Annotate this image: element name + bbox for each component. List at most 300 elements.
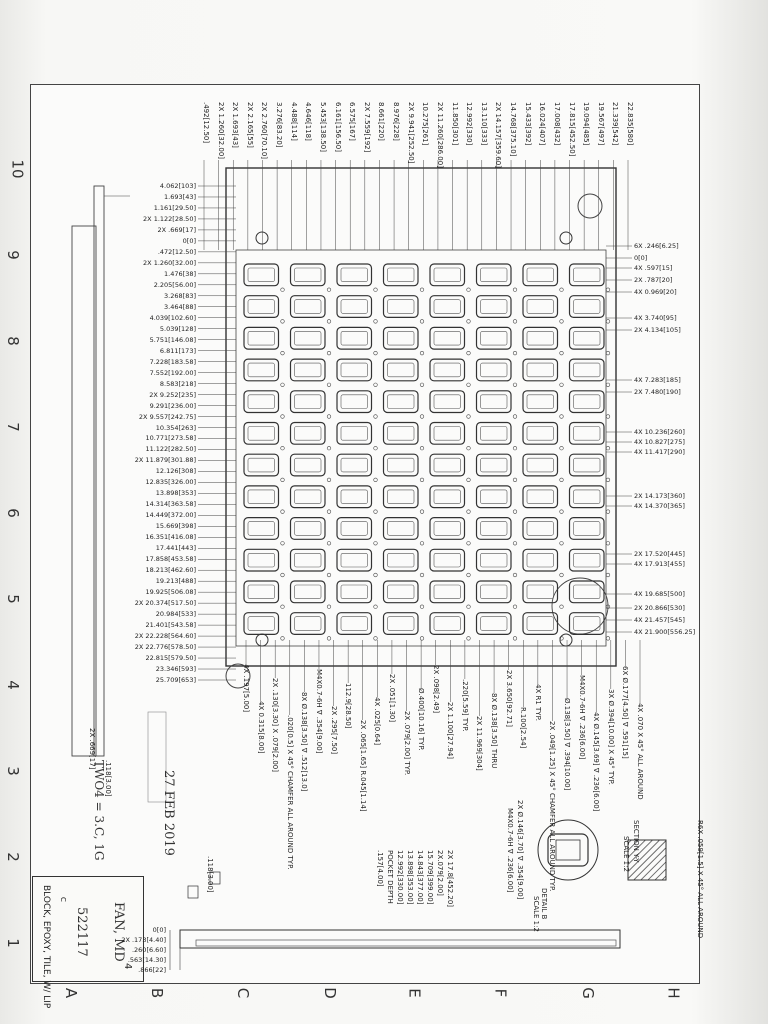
tile-inner [434,585,461,599]
tile-inner [434,617,461,631]
side-view-dimension: .563[14.30] [127,956,166,964]
left-dimension-label: 0[0] [182,236,196,245]
tile-inner [527,268,554,282]
tile-inner [574,300,601,314]
tile-inner [527,331,554,345]
tile-pin [281,383,285,387]
right-dimension-label: 4X 7.283[185] [634,376,681,384]
tile-inner [295,553,322,567]
tile-inner [248,363,275,377]
tile-pin [467,478,471,482]
tile-pin [374,351,378,355]
tile [291,581,326,603]
left-dimension-label: 5.751[146.08] [149,335,196,344]
right-dimension-label: 4X 21.900[556.25] [634,628,696,636]
tile-pin [560,478,564,482]
mount-hole [256,232,268,244]
tile-inner [434,300,461,314]
left-dimension-label: 6.811[173] [159,346,196,355]
tile-inner [388,522,415,536]
side-view-pocket-dimension: 12.992[330.00] [396,850,404,905]
left-dimension-label: 2X 1.260[32.00] [143,258,196,267]
tile-pin [327,605,331,609]
right-dimension-label: 2X 17.520[445] [634,550,685,558]
right-dimension-label: 4X 17.913[455] [634,560,685,568]
bottom-callout-label: 112.9[28.50] [344,683,353,729]
tile-pin [327,320,331,324]
bottom-callout-label: 2X .130[3.30] X .079[2.00] [271,678,280,772]
tile [337,264,372,286]
left-dimension-label: 1.476[38] [164,269,196,278]
tile-inner [527,522,554,536]
top-dimension-label: 16.024[407] [538,102,547,146]
top-dimension-label: 2X 1.693[43] [231,102,240,148]
tile-pin [513,573,517,577]
tile [523,549,558,571]
tile-inner [481,268,508,282]
tile [337,327,372,349]
tile-pin [513,605,517,609]
right-dimension-label: 0[0] [634,254,648,262]
top-dimension-label: 2X 11.260[286.00] [435,102,444,168]
top-dimension-label: 21.339[542] [611,102,620,146]
tile-pin [606,510,610,514]
tile-inner [341,522,368,536]
left-dimension-label: 17.441[443] [155,544,196,553]
tile-inner [295,300,322,314]
tile-pin [467,637,471,641]
tile-pin [374,542,378,546]
tile-inner [388,553,415,567]
section-title: SECTION Y-Y [632,820,640,863]
right-dimension-label: 4X 19.685[500] [634,590,685,598]
tile [430,296,465,318]
tile [244,296,279,318]
tile-pin [327,446,331,450]
tile-pin [513,637,517,641]
right-dimension-label: 2X .787[20] [634,276,673,284]
tile [337,613,372,635]
tile [244,359,279,381]
left-dimension-label: 14.449[372.00] [145,511,196,520]
tile-pin [606,542,610,546]
left-dimension-label: 19.925[506.08] [145,588,196,597]
tile [570,454,605,476]
tile [477,549,512,571]
tile-pin [327,415,331,419]
side-view-dimension: 2X .173[4.40] [121,936,166,944]
tile-inner [295,490,322,504]
tile [291,549,326,571]
top-dimension-label: 2X 1.260[32.00] [216,102,225,160]
top-dimension-label: 8.976[228] [392,102,401,141]
detail-callout-1: 2X Ø.146[3.70] ∇ .354[9.00] [516,800,524,900]
detail-circle [552,578,608,634]
tile-pin [560,446,564,450]
tile-pin [327,510,331,514]
tile [570,359,605,381]
tile [430,327,465,349]
top-dimension-label: 4.646[118] [304,102,313,141]
tile-pin [374,288,378,292]
left-dimension-label: 2X .669[17] [157,225,196,234]
tile-pin [420,446,424,450]
tile [337,486,372,508]
tile [384,518,419,540]
tile-pin [606,415,610,419]
tile-pin [374,478,378,482]
bottom-callout-label: 2X .098[2.49] [431,665,440,714]
bottom-callout-label: 8X Ø.138[3.50] ∇ .512[13.0] [300,692,309,792]
tile-pin [513,542,517,546]
right-dimension-label: 6X .246[6.25] [634,242,679,250]
left-dimension-label: 12.835[326.00] [145,478,196,487]
tile [477,359,512,381]
left-dimension-label: 18.213[462.60] [145,566,196,575]
tile [244,486,279,508]
right-dimension-label: 4X 10.827[275] [634,438,685,446]
tile-pin [327,542,331,546]
tile-inner [248,553,275,567]
left-dimension-label: 5.039[128] [159,324,196,333]
tile-inner [388,490,415,504]
tile [384,613,419,635]
zone-letter: C [234,987,253,999]
tile-inner [481,300,508,314]
tile [523,264,558,286]
left-dimension-label: 12.126[308] [155,467,196,476]
tile [291,359,326,381]
side-view-dimension: .260[6.60] [131,946,166,954]
tile-pin [513,383,517,387]
zone-number: 5 [3,594,22,604]
tile-pin [560,351,564,355]
tile-pin [420,320,424,324]
tile [477,327,512,349]
side-view-pocket-dimension: 2X.079[2.00] [436,850,444,896]
tile-pin [281,573,285,577]
tile [291,454,326,476]
right-dimension-label: 4X 10.236[260] [634,428,685,436]
bottom-callout-label: 4X .070 X 45° ALL AROUND [636,703,644,800]
tile [337,549,372,571]
tile [244,423,279,445]
left-dimension-label: 3.464[88] [164,302,196,311]
tile-pin [281,320,285,324]
left-dimension-label: 2X 11.879[301.88] [134,456,196,465]
tile-pin [606,288,610,292]
tile-pin [374,573,378,577]
tile-pin [327,478,331,482]
left-dimension-label: 4.062[103] [159,182,196,190]
top-dimension-label: 19.094[485] [582,102,591,146]
tile-pin [467,605,471,609]
tile-pin [374,446,378,450]
bottom-callout-label: Ø.400[10.16] TYP. [417,688,426,751]
left-dimension-label: .472[12.50] [157,247,196,256]
tile [291,423,326,445]
tile-pin [281,542,285,546]
tile [570,549,605,571]
zone-letter: H [664,987,683,999]
tile-pin [327,573,331,577]
top-dimension-label: 8.661[220] [377,102,386,141]
bottom-callout-label: 3X Ø.394[10.00] X 45° TYP. [606,689,615,785]
tile [244,613,279,635]
tile-inner [434,553,461,567]
bottom-callout-label: 2X 3.650[92.71] [504,670,513,728]
left-dimension-label: 10.354[263] [155,423,196,432]
tile-inner [248,395,275,409]
tile [570,391,605,413]
bottom-callout-label: 2X 1.100[27.94] [446,702,455,760]
handwritten-note: TWO4 = 3.C, 1G [92,760,106,861]
top-dimension-label: 13.110[333] [479,102,488,146]
tile-inner [481,585,508,599]
tile [291,613,326,635]
tile-inner [341,427,368,441]
tile [384,486,419,508]
bottom-callout-label: R.100[2.54] [519,707,528,749]
right-dimension-label: 2X 14.173[360] [634,492,685,500]
tile-pin [606,573,610,577]
tile-inner [574,490,601,504]
left-dimension-label: 3.268[83] [164,291,196,300]
top-dimension-label: 10.275[261] [421,102,430,146]
right-dimension-label: 4X .597[15] [634,264,673,272]
bottom-callout-label: 2X .051[1.30] [387,674,396,723]
right-dimension-label: 4X 21.457[545] [634,616,685,624]
top-dimension-label: .492[12.50] [202,102,210,144]
top-dimension-label: 2X 7.559[192] [362,102,371,153]
right-leader-lines [606,246,632,632]
tile-pin [281,351,285,355]
bottom-callout-label: 4X Ø.145[3.69] ∇ .236[6.00] [592,712,601,812]
tile-pin [327,637,331,641]
tile-pin [327,351,331,355]
bottom-callout-label: M4X0.7-6H ∇ .236[6.00] [577,675,586,760]
tile-inner [295,395,322,409]
tile-inner [295,363,322,377]
left-leader-lines [198,186,236,680]
tile-pin [327,288,331,292]
tile [291,391,326,413]
tile-pin [281,446,285,450]
zone-letter: A [62,987,81,999]
bottom-callout-label: 4X 0.315[8.00] [256,701,265,754]
tile [430,359,465,381]
tile-inner [527,395,554,409]
tile [477,518,512,540]
tile [523,518,558,540]
tile [384,264,419,286]
tile [430,264,465,286]
tile-inner [248,522,275,536]
zone-number: 9 [3,250,22,260]
tile-pin [560,542,564,546]
left-dimension-label: 2.205[56.00] [153,280,196,289]
tile-inner [341,617,368,631]
top-dimension-label: 2X 9.941[252.50] [406,102,415,164]
tile-inner [574,331,601,345]
tile-inner [527,427,554,441]
tile [570,581,605,603]
tile-inner [574,458,601,472]
tile-pin [374,637,378,641]
zone-number: 8 [3,336,22,346]
strip-dim-1: 2X .669[17] [88,728,96,770]
tile-inner [481,363,508,377]
tile-pin [467,415,471,419]
drawing-number: 522117 [74,907,89,957]
tile-pin [513,288,517,292]
revision: 4 [122,963,133,970]
tile-pin [606,478,610,482]
bottom-callout-label: 4X R1 TYP. [533,684,542,721]
tile-inner [574,553,601,567]
tile-inner [248,300,275,314]
tile-pin [513,510,517,514]
tile-inner [574,585,601,599]
detail-b [538,820,598,880]
tile-pin [513,478,517,482]
left-dimension-label: 7.228[183.58] [149,357,196,366]
tile-pin [467,573,471,577]
tile-inner [388,331,415,345]
left-dimension-label: 23.346[593] [155,665,196,674]
tile-pin [420,351,424,355]
bottom-callout-label: 2X .065[1.65] R.045[1.14] [358,720,367,812]
tile [523,454,558,476]
tile-inner [248,490,275,504]
tile [384,359,419,381]
left-dimension-label: 2X 22.776[578.50] [134,643,196,652]
side-view-pocket-dimension: 2X 17.8[452.20] [446,850,454,908]
top-dimension-label: 2X 2.760[70.10] [260,102,269,160]
tile [570,486,605,508]
left-dimension-label: 2X 9.252[235] [149,390,196,399]
zone-number: 1 [3,938,22,948]
left-dimension-label: 2X 22.228[564.60] [134,632,196,641]
tile-inner [341,331,368,345]
tile-inner [341,585,368,599]
tile [244,549,279,571]
tile-pin [374,510,378,514]
tile [244,327,279,349]
mount-hole [256,634,268,646]
tile-inner [341,395,368,409]
tile [337,296,372,318]
mount-hole [560,232,572,244]
zone-number: 3 [3,766,22,776]
tile [384,391,419,413]
tile-pin [374,383,378,387]
detail-title: DETAIL B [540,888,548,920]
tile-inner [341,553,368,567]
tile-grid [244,264,610,640]
side-view-top-dimension: .118[3.00] [206,856,214,893]
tile-pin [606,383,610,387]
right-dimension-label: 4X 3.740[95] [634,314,677,322]
tile [430,391,465,413]
tile-inner [248,458,275,472]
tile-pin [606,637,610,641]
bottom-callout-label: 4X .025[0.64] [373,697,382,746]
tile-pin [467,288,471,292]
left-dimension-label: 2X 20.374[517.50] [134,599,196,608]
tile-inner [434,268,461,282]
left-dimension-label: 14.314[363.58] [145,500,196,509]
tile-inner [481,395,508,409]
tile-pin [420,510,424,514]
tile-inner [388,427,415,441]
side-view-pocket-dimension: 14.843[377.00] [416,850,424,905]
tile [477,264,512,286]
tile-inner [248,427,275,441]
tile [384,327,419,349]
tile [570,264,605,286]
zone-letter: B [148,987,167,999]
zone-letter: D [320,987,339,999]
tile [337,423,372,445]
side-strip [72,226,96,756]
tile-pin [281,478,285,482]
bottom-callout-label: 2X 11.969[304] [475,716,484,771]
tile-inner [574,395,601,409]
tile [244,581,279,603]
tile-pin [513,446,517,450]
tile-inner [481,490,508,504]
tile-pin [281,605,285,609]
left-dimension-label: 15.669[398] [155,522,196,531]
left-dimension-label: 25.709[653] [155,676,196,684]
tile-inner [434,395,461,409]
side-view-pocket-dimension: POCKET DEPTH [386,850,394,904]
tile-pin [560,320,564,324]
tile-pin [374,605,378,609]
tile-inner [388,268,415,282]
tile [570,423,605,445]
handwritten-initials: FAN, MD [111,902,126,962]
tile-inner [434,363,461,377]
tile-inner [248,617,275,631]
left-dimension-label: 11.122[282.50] [145,445,196,454]
tile-inner [574,522,601,536]
top-dimension-label: 22.835[580] [626,102,634,146]
tile-inner [388,617,415,631]
tile [523,423,558,445]
left-dimension-label: 1.161[29.50] [153,203,196,212]
top-dimension-label: 12.992[330] [465,102,474,146]
tile-inner [481,617,508,631]
tile-inner [388,395,415,409]
tile-inner [295,522,322,536]
tile-inner [341,268,368,282]
tile [477,423,512,445]
tile-inner [388,363,415,377]
tile [384,296,419,318]
tile [570,327,605,349]
left-dimension-label: 21.401[543.58] [145,621,196,630]
tile-inner [481,331,508,345]
tile-pin [467,446,471,450]
side-profile [94,186,104,756]
tile-inner [388,458,415,472]
side-view-pocket-dimension: .157[4.00] [376,850,384,887]
left-dimension-label: 19.213[488] [155,577,196,586]
tile-inner [341,458,368,472]
right-dimension-label: 4X 14.370[365] [634,502,685,510]
